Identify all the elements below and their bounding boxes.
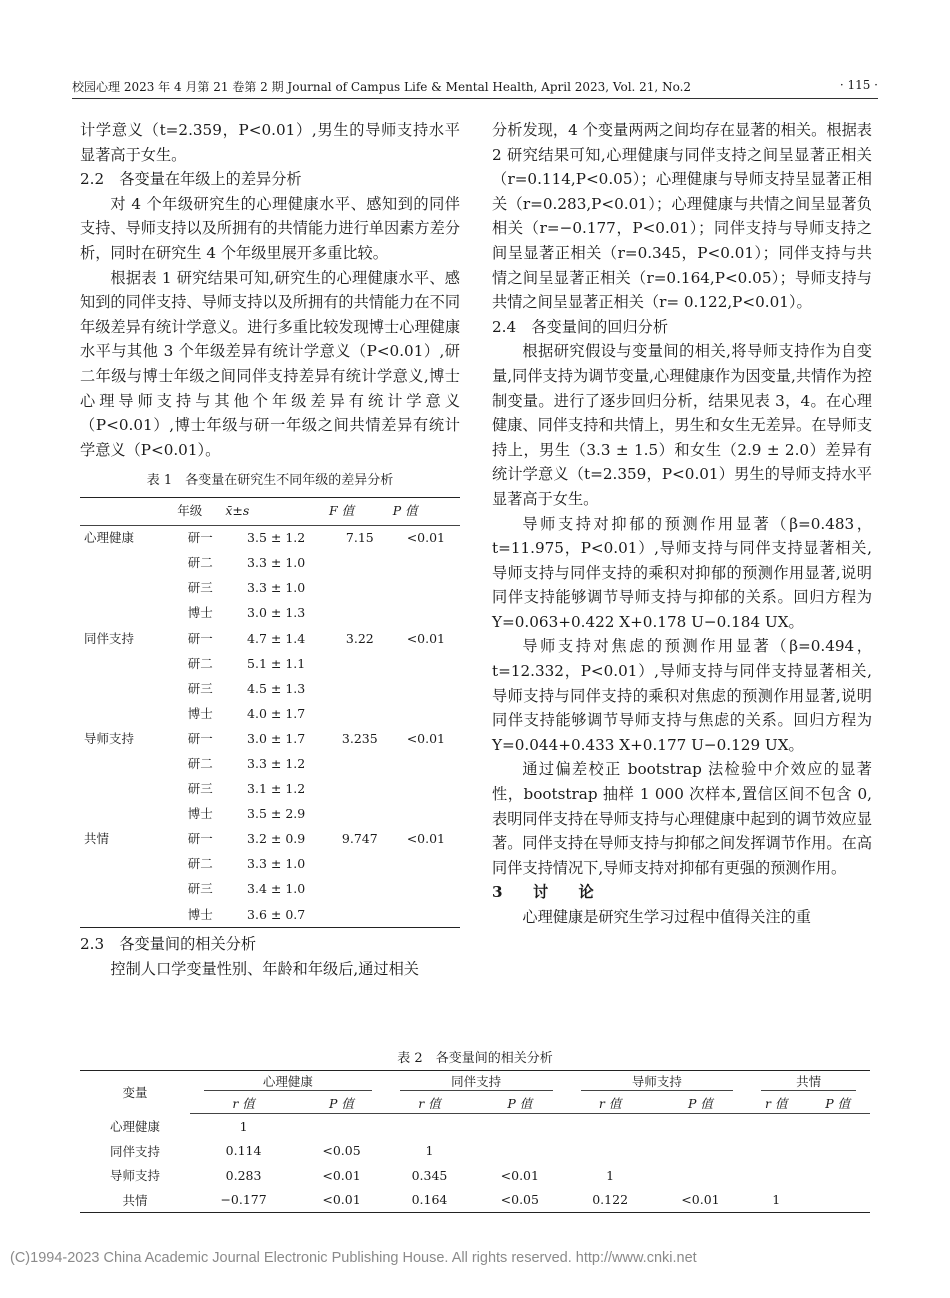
table1-cell: 3.0 ± 1.7	[247, 730, 306, 746]
table1-cell	[328, 852, 392, 877]
table1-cell: 3.5 ± 2.9	[247, 806, 306, 822]
table-row	[80, 1139, 870, 1164]
table1-cell: <0.01	[406, 730, 445, 746]
table2-cell: 0.164	[411, 1192, 448, 1208]
table1-cell	[392, 877, 460, 902]
table2-caption: 表 2 各变量间的相关分析	[397, 1051, 553, 1066]
table1-cell: 导师支持	[84, 730, 135, 746]
table1-cell: 研一	[187, 831, 213, 847]
table2-cell	[805, 1188, 870, 1213]
table2-cell: <0.01	[322, 1167, 361, 1183]
table-row	[80, 525, 460, 551]
table1-cell: 研二	[187, 756, 213, 771]
table1-cell	[80, 802, 176, 827]
table2-var-header: 变量	[122, 1085, 148, 1101]
header-journal: 校园心理 2023 年 4 月第 21 卷第 2 期 Journal of Campus Life & Mental Health, April 2023, Vol. 21, No.2	[72, 80, 692, 94]
section-heading-2-2: 2.2 各变量在年级上的差异分析	[80, 170, 302, 189]
left-column	[80, 118, 460, 982]
table-row	[80, 676, 460, 701]
running-header	[72, 78, 878, 99]
table2-cell	[386, 1114, 473, 1139]
table2-sub-header: P 值	[805, 1092, 870, 1114]
table1-cell	[328, 877, 392, 902]
table1-cell	[328, 802, 392, 827]
table-row	[80, 827, 460, 852]
table-row	[80, 727, 460, 752]
table1-cell	[392, 802, 460, 827]
table1-cell	[328, 752, 392, 777]
table-row	[80, 902, 460, 928]
table1-cell: 研一	[187, 630, 213, 646]
table2-cell: 共情	[122, 1192, 148, 1208]
table1-cell	[392, 551, 460, 576]
section-heading-3: 3 讨 论	[492, 883, 602, 902]
paragraph: 分析发现，4 个变量两两之间均存在显著的相关。根据表 2 研究结果可知,心理健康与同伴支持之间呈显著正相关（r=0.114,P<0.05）；心理健康与导师支持呈显著正相关（r=0.283,P<0.01）；心理健康与共情之间呈显著负相关（r=−0.177，P<0.01）；同伴支持与导师支持之间呈显著正相关（r=0.345，P<0.01）；同伴支持与共情之间呈显著正相关（r=0.164,P<0.05）；导师支持与共情之间呈显著正相关（r= 0.122,P<0.01）。	[492, 121, 872, 312]
page-number: · 115 ·	[839, 78, 878, 92]
table2-group-label: 共情	[761, 1072, 856, 1091]
table1-cell	[392, 676, 460, 701]
table1-cell: 4.5 ± 1.3	[247, 680, 306, 696]
table1-cell: 研二	[187, 555, 213, 571]
table1-header-cell: x̄±s	[224, 497, 328, 525]
table1-cell: 4.0 ± 1.7	[247, 705, 306, 721]
table2-cell	[747, 1114, 805, 1139]
table1-cell	[80, 702, 176, 727]
table2-cell: <0.01	[681, 1192, 720, 1208]
table-row	[80, 1163, 870, 1188]
table1-cell: 研三	[187, 881, 213, 897]
table2-cell: −0.177	[220, 1192, 267, 1208]
table2-sub-header: P 值	[654, 1092, 747, 1114]
table2-group-header	[747, 1071, 870, 1093]
table1-cell: 研一	[187, 730, 213, 746]
table1-cell: 心理健康	[84, 530, 135, 546]
table2-cell	[654, 1163, 747, 1188]
table1-cell: 5.1 ± 1.1	[247, 655, 306, 671]
table1-cell	[80, 651, 176, 676]
table1-cell: 3.3 ± 1.2	[247, 756, 306, 771]
table1-cell	[80, 752, 176, 777]
table1-cell: 研二	[187, 856, 213, 872]
table1-cell	[328, 576, 392, 601]
table1-cell: 同伴支持	[84, 630, 135, 646]
table-row	[80, 551, 460, 576]
paragraph: 计学意义（t=2.359，P<0.01）,男生的导师支持水平显著高于女生。	[80, 121, 460, 164]
table1-cell: 博士	[187, 705, 213, 721]
paragraph: 导师支持对焦虑的预测作用显著（β=0.494，t=12.332，P<0.01）,导师支持与同伴支持显著相关,导师支持与同伴支持的乘积对焦虑的预测作用显著,说明同伴支持能够调节导师支持与焦虑的关系。回归方程为 Y=0.044+0.433 X+0.177 U−0.129 UX。	[492, 637, 872, 754]
table2-cell: 1	[772, 1192, 781, 1208]
table1-cell: 3.1 ± 1.2	[247, 781, 306, 797]
table1-cell: 3.5 ± 1.2	[247, 530, 306, 546]
section-heading-2-4: 2.4 各变量间的回归分析	[492, 317, 669, 336]
table1-cell: 3.22	[345, 630, 374, 646]
table2-group-label: 导师支持	[581, 1072, 734, 1091]
table2-cell	[747, 1163, 805, 1188]
table1-cell: 3.6 ± 0.7	[247, 906, 306, 922]
paragraph: 心理健康是研究生学习过程中值得关注的重	[522, 908, 811, 926]
table1-cell	[80, 576, 176, 601]
table1-cell: 博士	[187, 806, 213, 822]
table1-cell: 研三	[187, 781, 213, 797]
table1-cell	[392, 902, 460, 928]
table2-cell: 0.122	[592, 1192, 629, 1208]
table1-cell	[80, 676, 176, 701]
table1-cell: 3.2 ± 0.9	[247, 831, 306, 847]
table-row	[80, 1188, 870, 1213]
table-row	[80, 852, 460, 877]
table2-cell: 心理健康	[109, 1119, 160, 1134]
table2-cell	[805, 1163, 870, 1188]
table1-cell: 博士	[187, 605, 213, 621]
table1-cell: 3.3 ± 1.0	[247, 580, 306, 596]
table-row	[80, 877, 460, 902]
table2-cell: 1	[606, 1167, 615, 1183]
table1-cell: 研三	[187, 580, 213, 596]
table1-cell	[392, 777, 460, 802]
table1	[80, 497, 460, 929]
table2-cell	[654, 1114, 747, 1139]
table1-cell: 研三	[187, 680, 213, 696]
table-row	[80, 601, 460, 626]
table1-cell: 3.0 ± 1.3	[247, 605, 306, 621]
table1-cell	[392, 651, 460, 676]
table2-sub-header: P 值	[297, 1092, 386, 1114]
table1-cell: <0.01	[406, 630, 445, 646]
table1-cell	[328, 651, 392, 676]
table1-cell	[328, 702, 392, 727]
table-row	[80, 651, 460, 676]
table2-cell	[473, 1139, 566, 1164]
table2-sub-header: r 值	[747, 1092, 805, 1114]
table-row	[80, 802, 460, 827]
paragraph: 根据研究假设与变量间的相关,将导师支持作为自变量,同伴支持为调节变量,心理健康作为因变量,共情作为控制变量。进行了逐步回归分析，结果见表 3，4。在心理健康、同伴支持和共情上，男生和女生无差异。在导师支持上，男生（3.3 ± 1.5）和女生（2.9 ± 2.0）差异有统计学意义（t=2.359，P<0.01）男生的导师支持水平显著高于女生。	[492, 342, 872, 508]
table2-cell	[654, 1139, 747, 1164]
table1-header-cell	[80, 497, 176, 525]
table2-cell	[805, 1139, 870, 1164]
table1-cell: 博士	[187, 906, 213, 922]
table2-cell	[567, 1139, 654, 1164]
table1-cell	[392, 852, 460, 877]
table1-cell	[80, 902, 176, 928]
table2	[80, 1070, 870, 1213]
table2-cell: 0.114	[225, 1143, 262, 1159]
table1-cell: 9.747	[341, 831, 378, 847]
table1-cell: 7.15	[345, 530, 374, 546]
table1-cell	[328, 902, 392, 928]
table2-cell: 1	[425, 1143, 434, 1159]
table2-cell	[567, 1114, 654, 1139]
table1-cell	[80, 877, 176, 902]
table-row	[80, 702, 460, 727]
table-row	[80, 1114, 870, 1139]
table1-cell: 4.7 ± 1.4	[247, 630, 306, 646]
table1-cell	[328, 676, 392, 701]
table-row	[80, 626, 460, 651]
table1-cell: 3.3 ± 1.0	[247, 856, 306, 872]
table2-group-header	[567, 1071, 748, 1093]
table2-cell: <0.05	[322, 1143, 361, 1159]
table2-cell: <0.01	[500, 1167, 539, 1183]
table1-cell: 3.4 ± 1.0	[247, 881, 306, 897]
table2-group-label: 心理健康	[204, 1072, 372, 1091]
table1-cell: 3.235	[341, 730, 378, 746]
table1-cell	[80, 601, 176, 626]
table1-caption: 表 1 各变量在研究生不同年级的差异分析	[146, 473, 394, 489]
table2-cell: <0.05	[500, 1192, 539, 1208]
table1-header-cell: 年级	[176, 497, 224, 525]
table2-cell: 1	[239, 1118, 248, 1134]
paragraph: 通过偏差校正 bootstrap 法检验中介效应的显著性，bootstrap 抽样 1 000 次样本,置信区间不包含 0,表明同伴支持在导师支持与心理健康中起到的调节效应显著。同伴支持在导师支持与抑郁之间发挥调节作用。在高同伴支持情况下,导师支持对抑郁有更强的预测作用。	[492, 760, 872, 877]
table2-sub-header: P 值	[473, 1092, 566, 1114]
table1-cell	[328, 777, 392, 802]
right-column	[492, 118, 872, 930]
table2-group-header	[190, 1071, 386, 1093]
table2-cell: 0.283	[225, 1167, 262, 1183]
paragraph: 导师支持对抑郁的预测作用显著（β=0.483，t=11.975，P<0.01）,导师支持与同伴支持显著相关,导师支持与同伴支持的乘积对抑郁的预测作用显著,说明同伴支持能够调节导师支持与抑郁的关系。回归方程为 Y=0.063+0.422 X+0.178 U−0.184 UX。	[492, 514, 872, 631]
paragraph: 控制人口学变量性别、年龄和年级后,通过相关	[110, 960, 419, 978]
table2-cell	[747, 1139, 805, 1164]
table1-cell: <0.01	[406, 530, 445, 546]
table-row	[80, 576, 460, 601]
table2-group-label: 同伴支持	[400, 1072, 553, 1091]
table2-group-header	[386, 1071, 567, 1093]
copyright-footer: (C)1994-2023 China Academic Journal Electronic Publishing House. All rights reserved. http://www.cnki.net	[10, 1250, 697, 1266]
paragraph: 根据表 1 研究结果可知,研究生的心理健康水平、感知到的同伴支持、导师支持以及所拥有的共情能力在不同年级差异有统计学意义。进行多重比较发现博士心理健康水平与其他 3 个年级差异有统计学意义（P<0.01）,研二年级与博士年级之间同伴支持差异有统计学意义,博士心理导师支持与其他个年级差异有统计学意义（P<0.01）,博士年级与研一年级之间共情差异有统计学意义（P<0.01）。	[80, 268, 460, 459]
table1-cell: 3.3 ± 1.0	[247, 555, 306, 571]
table1-cell	[392, 601, 460, 626]
table2-cell	[297, 1114, 386, 1139]
table1-header-cell: F 值	[328, 497, 392, 525]
table1-cell	[392, 576, 460, 601]
table1-cell	[80, 852, 176, 877]
table2-sub-header: r 值	[386, 1092, 473, 1114]
table1-cell: 共情	[84, 831, 110, 847]
table2-sub-header: r 值	[567, 1092, 654, 1114]
table1-cell: 研一	[187, 530, 213, 546]
table-row	[80, 752, 460, 777]
table1-cell	[392, 752, 460, 777]
table1-cell	[80, 777, 176, 802]
table2-cell: 0.345	[411, 1167, 448, 1183]
table1-cell	[80, 551, 176, 576]
paragraph: 对 4 个年级研究生的心理健康水平、感知到的同伴支持、导师支持以及所拥有的共情能力进行单因素方差分析，同时在研究生 4 个年级里展开多重比较。	[80, 194, 460, 262]
table1-cell: 研二	[187, 655, 213, 671]
table2-cell	[473, 1114, 566, 1139]
table-row	[80, 777, 460, 802]
table1-header-cell: P 值	[392, 497, 460, 525]
table2-cell	[805, 1114, 870, 1139]
table1-cell	[392, 702, 460, 727]
table1-cell	[328, 601, 392, 626]
table2-cell: 同伴支持	[109, 1143, 160, 1159]
table2-cell: <0.01	[322, 1192, 361, 1208]
table2-cell: 导师支持	[109, 1168, 160, 1184]
section-heading-2-3: 2.3 各变量间的相关分析	[80, 935, 257, 954]
table1-cell	[328, 551, 392, 576]
table2-sub-header: r 值	[190, 1092, 297, 1114]
table1-cell: <0.01	[406, 831, 445, 847]
